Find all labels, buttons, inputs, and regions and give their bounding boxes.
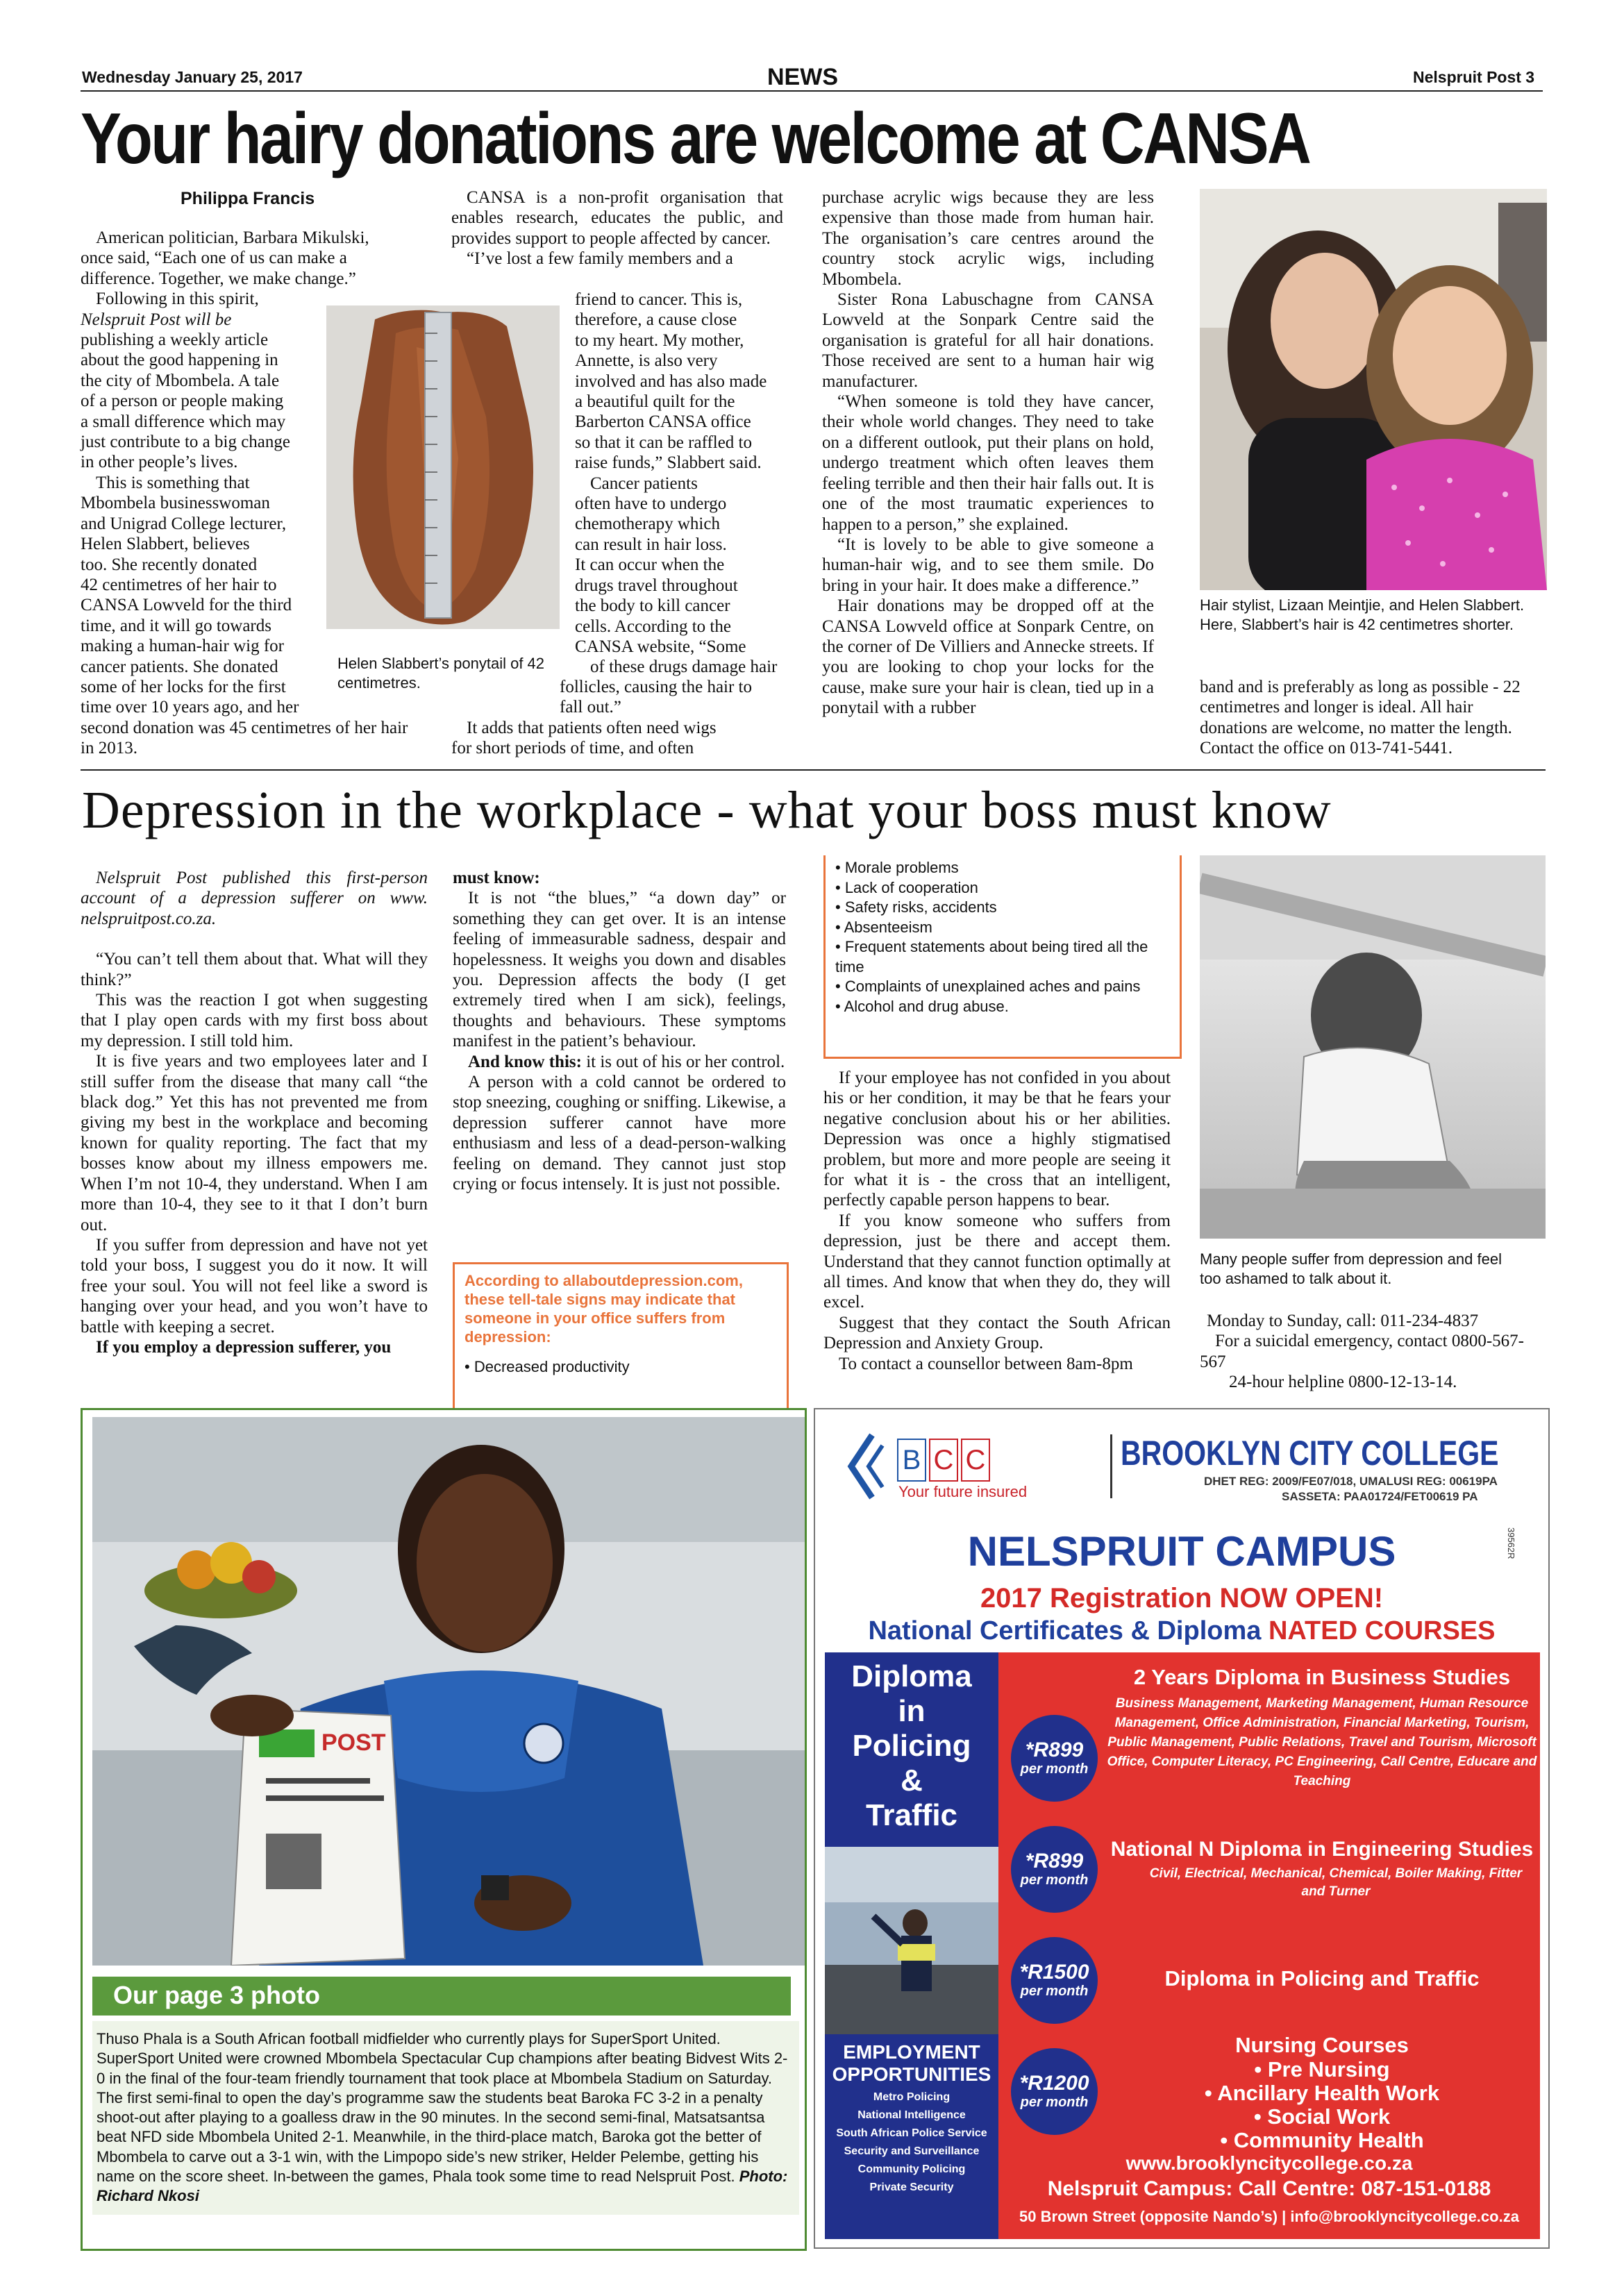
article1-col2-bottom: follicles, causing the hair to fall out.” [560,678,753,717]
section-label: NEWS [767,64,838,90]
course2-desc: Civil, Electrical, Mechanical, Chemical, Boiler Making, Fitter and Turner [1149,1866,1523,1899]
page3-caption: Thuso Phala is a South African football midfielder who currently plays for SuperSport United. SuperSport United were crowned Mbombela Spectacular Cup champions after beating Bidvest Wits 2-0 in the final of the four-team friendly tournament that took place at Mbombela Stadium on Saturday. The first semi-final to open the day’s programme saw the students beat Baroka FC 3-2 in a penalty shoot-out after playing to a goalless draw in the 90 minutes. In the second semi-final, Matsatsantsa beat NFD side Mbombela United 2-1. Meanwhile, in the third-place match, Baroka got the better of Mbombela to carve out a 3-1 win, with the Limpopo side’s new striker, Helder Pelembe, getting his name on the score sheet. In-between the games, Phala took some time to read Nelspruit Post. Photo: Richard Nkosi [92,2021,799,2215]
price-badge-3: *R1500 per month [1011,1937,1098,2024]
ad-website[interactable]: www.brooklyncitycollege.co.za [1125,2152,1413,2174]
price-badge-2: *R899 per month [1011,1826,1098,1913]
page3-label: Our page 3 photo [113,1981,321,2009]
depression-image [1200,855,1546,1239]
page3-photo-credit: Photo: Richard Nkosi [97,2168,788,2205]
article1-col2-top: CANSA is a non-profit organisation that enables research, educates the public, and provides support to people affected by cancer. “I’ve lost a few family members and a [451,188,783,269]
logo-letter-c1: C [929,1439,958,1482]
nated-courses: NATED COURSES [1268,1616,1496,1645]
header-rule [81,90,1543,92]
ad-address: 50 Brown Street (opposite Nando’s) | info@brooklyncitycollege.co.za [1019,2208,1519,2225]
phala-image [92,1417,807,1966]
course3-title: Diploma in Policing and Traffic [1164,1966,1480,1991]
course1-desc: Business Management, Marketing Management, Human Resource Management, Office Administration, Financial Marketing, Tourism, Public Management, Public Relations, Travel and Tourism, Microsoft Office, Computer Literacy, PC Engineering, Call Centre, Educare and Teaching [1107,1696,1537,1788]
nursing-list: • Pre Nursing • Ancillary Health Work • Social Work • Community Health [1204,2057,1440,2152]
college-name: BROOKLYN CITY COLLEGE [1121,1434,1499,1473]
page-number: Nelspruit Post 3 [1413,68,1535,86]
employment-list: Metro Policing National Intelligence South African Police Service Security and Surveillance Community Policing Private Security [836,2091,987,2193]
price-badge-1: *R899 per month [1011,1715,1098,1802]
stylist-photo [1200,189,1547,590]
campus-title: NELSPRUIT CAMPUS [967,1528,1396,1575]
policing-diploma-title: Diploma in Policing & Traffic [851,1659,972,1832]
depression-photo [1200,855,1546,1239]
signs-box-top: • Morale problems • Lack of cooperation • Safety risks, accidents • Absenteeism • Frequent statements about being tired all the time • Complaints of unexplained aches and pains • Alcohol and drug abuse. [823,855,1182,1059]
article2-col2: must know: It is not “the blues,” “a down day” or something they can get over. It is an intense feeling of immeasurable sadness, despair and hopelessness. It weighs you down and disables you. Depression affects the body (I get extremely tired when I am sick), feelings, thoughts and behaviours. These symptoms manifest in the patient’s behaviour. And know this: it is out of his or her control. A person with a cold cannot be ordered to stop sneezing, coughing or sniffing. Likewise, a depression sufferer cannot have more enthusiasm and less of a dead-person-walking feeling on demand. They cannot just stop crying or focus intensely. It is just not possible. [453,869,786,1194]
ad-call-centre: Nelspruit Campus: Call Centre: 087-151-0188 [1047,2177,1491,2200]
college-reg2: SASSETA: PAA01724/FET00619 PA [1282,1490,1478,1503]
depression-caption: Many people suffer from depression and feel too ashamed to talk about it. [1200,1250,1502,1287]
brooklyn-college-ad [814,1408,1550,2249]
traffic-officer-image [825,1847,998,2034]
ad-code: 39562R [1506,1527,1516,1559]
logo-letter-c2: C [961,1439,990,1482]
ponytail-image [326,305,560,629]
newspaper-masthead: POST [321,1729,386,1756]
article2-col4: Monday to Sunday, call: 011-234-4837 For a suicidal emergency, contact 0800-567-567 24-hour helpline 0800-12-13-14. [1200,1312,1524,1392]
registration-open: 2017 Registration NOW OPEN! [980,1583,1384,1614]
article1-col1: American politician, Barbara Mikulski, once said, “Each one of us can make a difference. Together, we make change.” Following in this spirit, Nelspruit Post will be publishing a weekly article about the good happening in the city of Mbombela. A tale of a person or people making a small difference which may just contribute to a big change in other people’s lives. This is something that Mbombela businesswoman and Unigrad College lecturer, Helen Slabbert, believes too. She recently donated 42 centimetres of her hair to CANSA Lowveld for the third time, and it will go towards making a human-hair wig for cancer patients. She donated some of her locks for the first time over 10 years ago, and her second donation was 45 centimetres of her hair in 2013. [81,228,408,758]
article1-col4: band and is preferably as long as possible - 22 centimetres and longer is ideal. All hair donations are welcome, no matter the length. Contact the office on 013-741-5441. [1200,678,1521,758]
college-reg1: DHET REG: 2009/FE07/018, UMALUSI REG: 00619PA [1204,1475,1498,1488]
nursing-title: Nursing Courses [1235,2033,1409,2057]
course1-title: 2 Years Diploma in Business Studies [1133,1665,1511,1689]
article1-headline: Your hairy donations are welcome at CANSA [81,99,1310,179]
logo-divider [1110,1434,1112,1498]
article1-col3: purchase acrylic wigs because they are less expensive than those made from human hair. The organisation’s care centres around the country stock acrylic wigs, including Mbombela. Sister Rona Labuschagne from CANSA Lowveld at the Sonpark Centre said the organisation is grateful for all hair donations. Those received are sent to a human hair wig manufacturer. “When someone is told they have cancer, their whole world changes. They need to take on a different outlook, put their plans on hold, undergo treatment which often leaves them feeling terrible and then their hair falls out. It is one of the most traumatic experiences to happen to a person,” she explained. “It is lovely to be able to give someone a human-hair wig, and to see them smile. Do bring in your hair. It does make a difference.” Hair donations may be dropped off at the CANSA Lowveld office at Sonpark Centre, on the corner of De Villiers and Annecke streets. If you are looking to chop your locks for the cause, make sure your hair is clean, tied up in a ponytail with a rubber [822,188,1154,718]
article2-headline: Depression in the workplace - what your boss must know [82,781,1332,839]
signs-box-bottom: According to allaboutdepression.com, these tell-tale signs may indicate that someone in your office suffers from depression: • Decreased productivity [453,1262,789,1410]
section-divider-1 [81,769,1546,771]
ad-tagline: Your future insured [898,1483,1028,1500]
page-date: Wednesday January 25, 2017 [82,68,303,86]
certificates-line: National Certificates & Diploma NATED COURSES [868,1616,1496,1645]
article2-col1: Nelspruit Post published this first-person account of a depression sufferer on www. nelspruitpost.co.za. “You can’t tell them about that. What will they think?” This was the reaction I got when suggesting that I play open cards with my first boss about my depression. I still told him. It is five years and two employees later and I still suffer from the disease that many call “the black dog.” Yet this has not prevented me from giving my best in the workplace and becoming known for quality reporting. The fact that my bosses know about my illness empowers me. When I’m not 10-4, they understand. When I am more than 10-4, they see to it that I don’t burn out. If you suffer from depression and have not yet told your boss, I suggest you do it now. It will free your soul. You will not feel like a sword is hanging over your head, and you won’t have to battle with keeping a secret. If you employ a depression sufferer, you [81,869,428,1357]
article1-col2-end: It adds that patients often need wigs for short periods of time, and often [451,719,717,758]
know-this-label: And know this: [468,1052,582,1071]
stylist-image [1200,189,1547,590]
bcc-logo-icon [844,1432,893,1508]
price-badge-4: *R1200 per month [1011,2048,1098,2135]
employment-title: EMPLOYMENT OPPORTUNITIES [832,2041,991,2085]
ponytail-caption: Helen Slabbert’s ponytail of 42 centimetres. [337,655,545,692]
logo-letter-b: B [897,1439,926,1482]
article2-col3: If your employee has not confided in you about his or her condition, it may be that he fears your negative conclusion about his or her abilities. Depression was once a highly stigmatised problem, but more and more people are seeing it for what it is - the cross that an intelligent, perfectly capable person happens to bear. If you know someone who suffers from depression, just be there and accept them. Understand that they cannot function optimally at all times. And know that when they do, they will excel. Suggest that they contact the South African Depression and Anxiety Group. To contact a counsellor between 8am-8pm [823,1069,1171,1373]
ponytail-photo [326,305,560,629]
article1-byline: Philippa Francis [181,189,315,208]
stylist-caption: Hair stylist, Lizaan Meintjie, and Helen Slabbert. Here, Slabbert’s hair is 42 centimetres shorter. [1200,596,1525,633]
course2-title: National N Diploma in Engineering Studies [1110,1838,1534,1861]
page3-photo [81,1408,807,2251]
article1-col2-right: friend to cancer. This is, therefore, a cause close to my heart. My mother, Annette, is also very involved and has also made a beautiful quilt for the Barberton CANSA office so that it can be raffled to raise funds,” Slabbert said. Cancer patients often have to undergo chemotherapy which can result in hair loss. It can occur when the drugs travel throughout the body to kill cancer cells. According to the CANSA website, “Some of these drugs damage hair [575,290,778,677]
